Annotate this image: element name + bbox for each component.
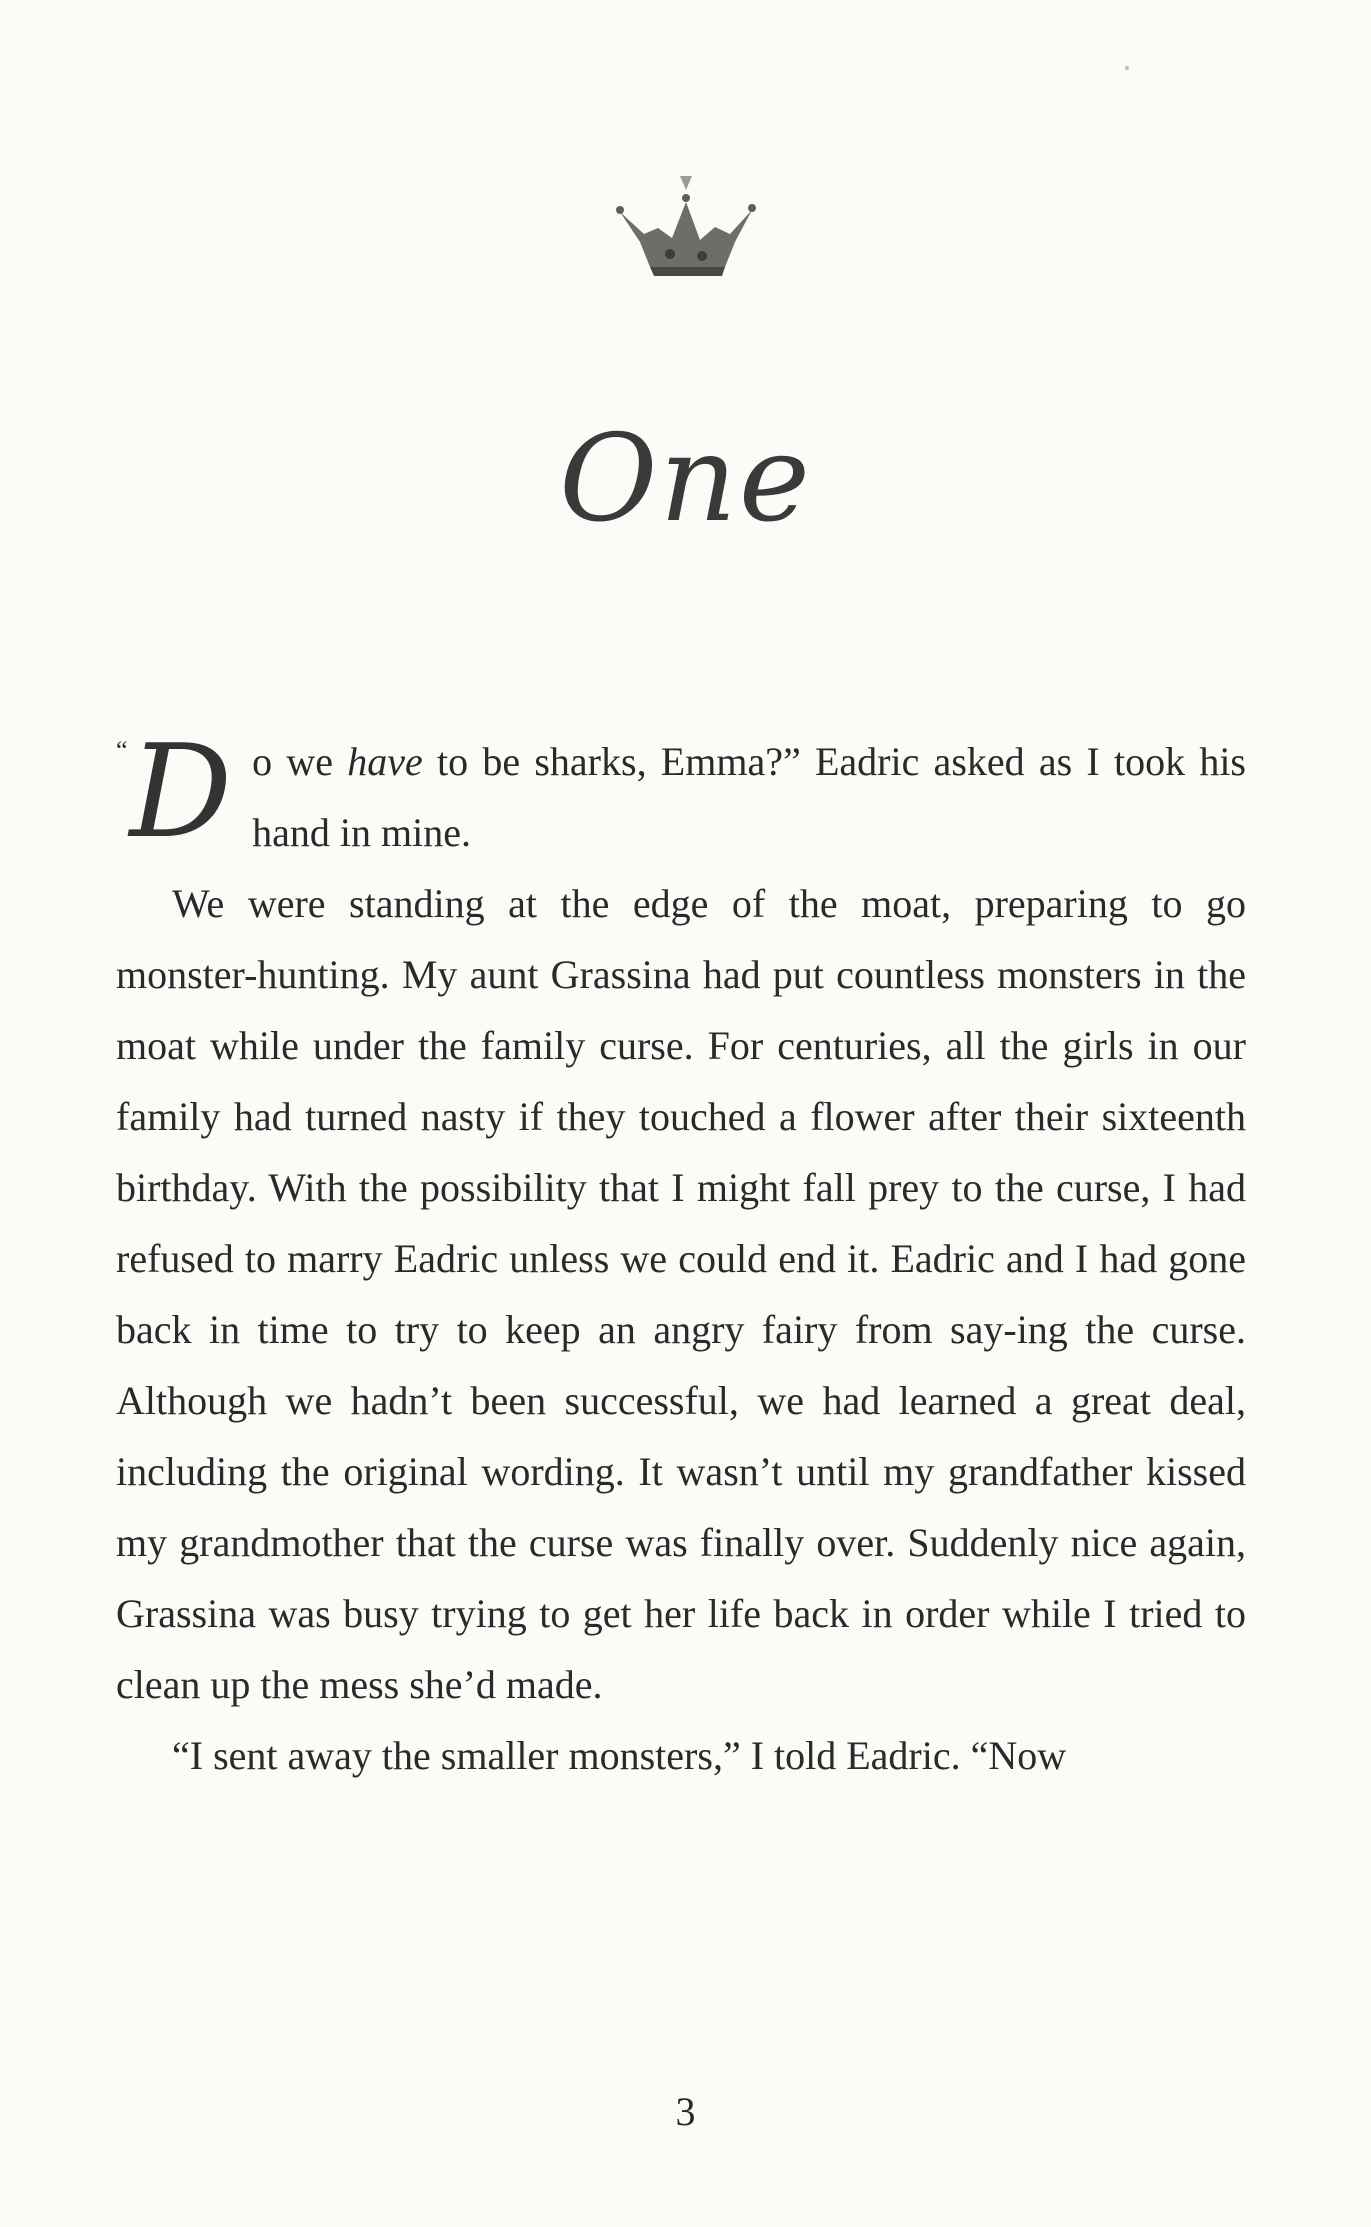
text-segment: We were standing at the edge of the moat, preparing to go monster-hunting. My aunt Grassina had put countless monsters in the moat while under the family curse. For centuries, all the girls in our family had turned nasty if they touched a flower after their sixteenth birthday. With the possibility that I might fall prey to the curse, I had refused to marry Eadric unless we could end it. Eadric and I had gone back in time to try to keep an angry fairy from say-ing the curse. Although we hadn’t been successful, we had learned a great deal, including the original wording. It wasn’t until my grandfather kissed my grandmother that the curse was finally over. Suddenly nice again, Grassina was busy trying to get her life back in order while I tried to clean up the mess she’d made. <box>116 881 1246 1707</box>
drop-cap-group <box>116 718 244 867</box>
paragraph <box>116 868 1246 1720</box>
italic-text: have <box>347 739 423 784</box>
page-number: 3 <box>675 2089 696 2134</box>
text-segment: “I sent away the smaller monsters,” I told Eadric. “Now <box>172 1733 1067 1778</box>
text-segment: to be sharks, Emma?” Eadric asked as I took his hand in mine. <box>252 739 1246 855</box>
chapter-title: One <box>559 410 812 550</box>
drop-cap: D <box>129 718 233 867</box>
chapter-body <box>116 718 1246 1791</box>
paper-speck <box>1125 66 1129 70</box>
opening-quote: “ <box>116 736 128 765</box>
paragraph <box>116 718 1246 868</box>
crown-icon <box>610 172 760 282</box>
text-segment: o we <box>252 739 348 784</box>
paragraph <box>116 1720 1246 1791</box>
